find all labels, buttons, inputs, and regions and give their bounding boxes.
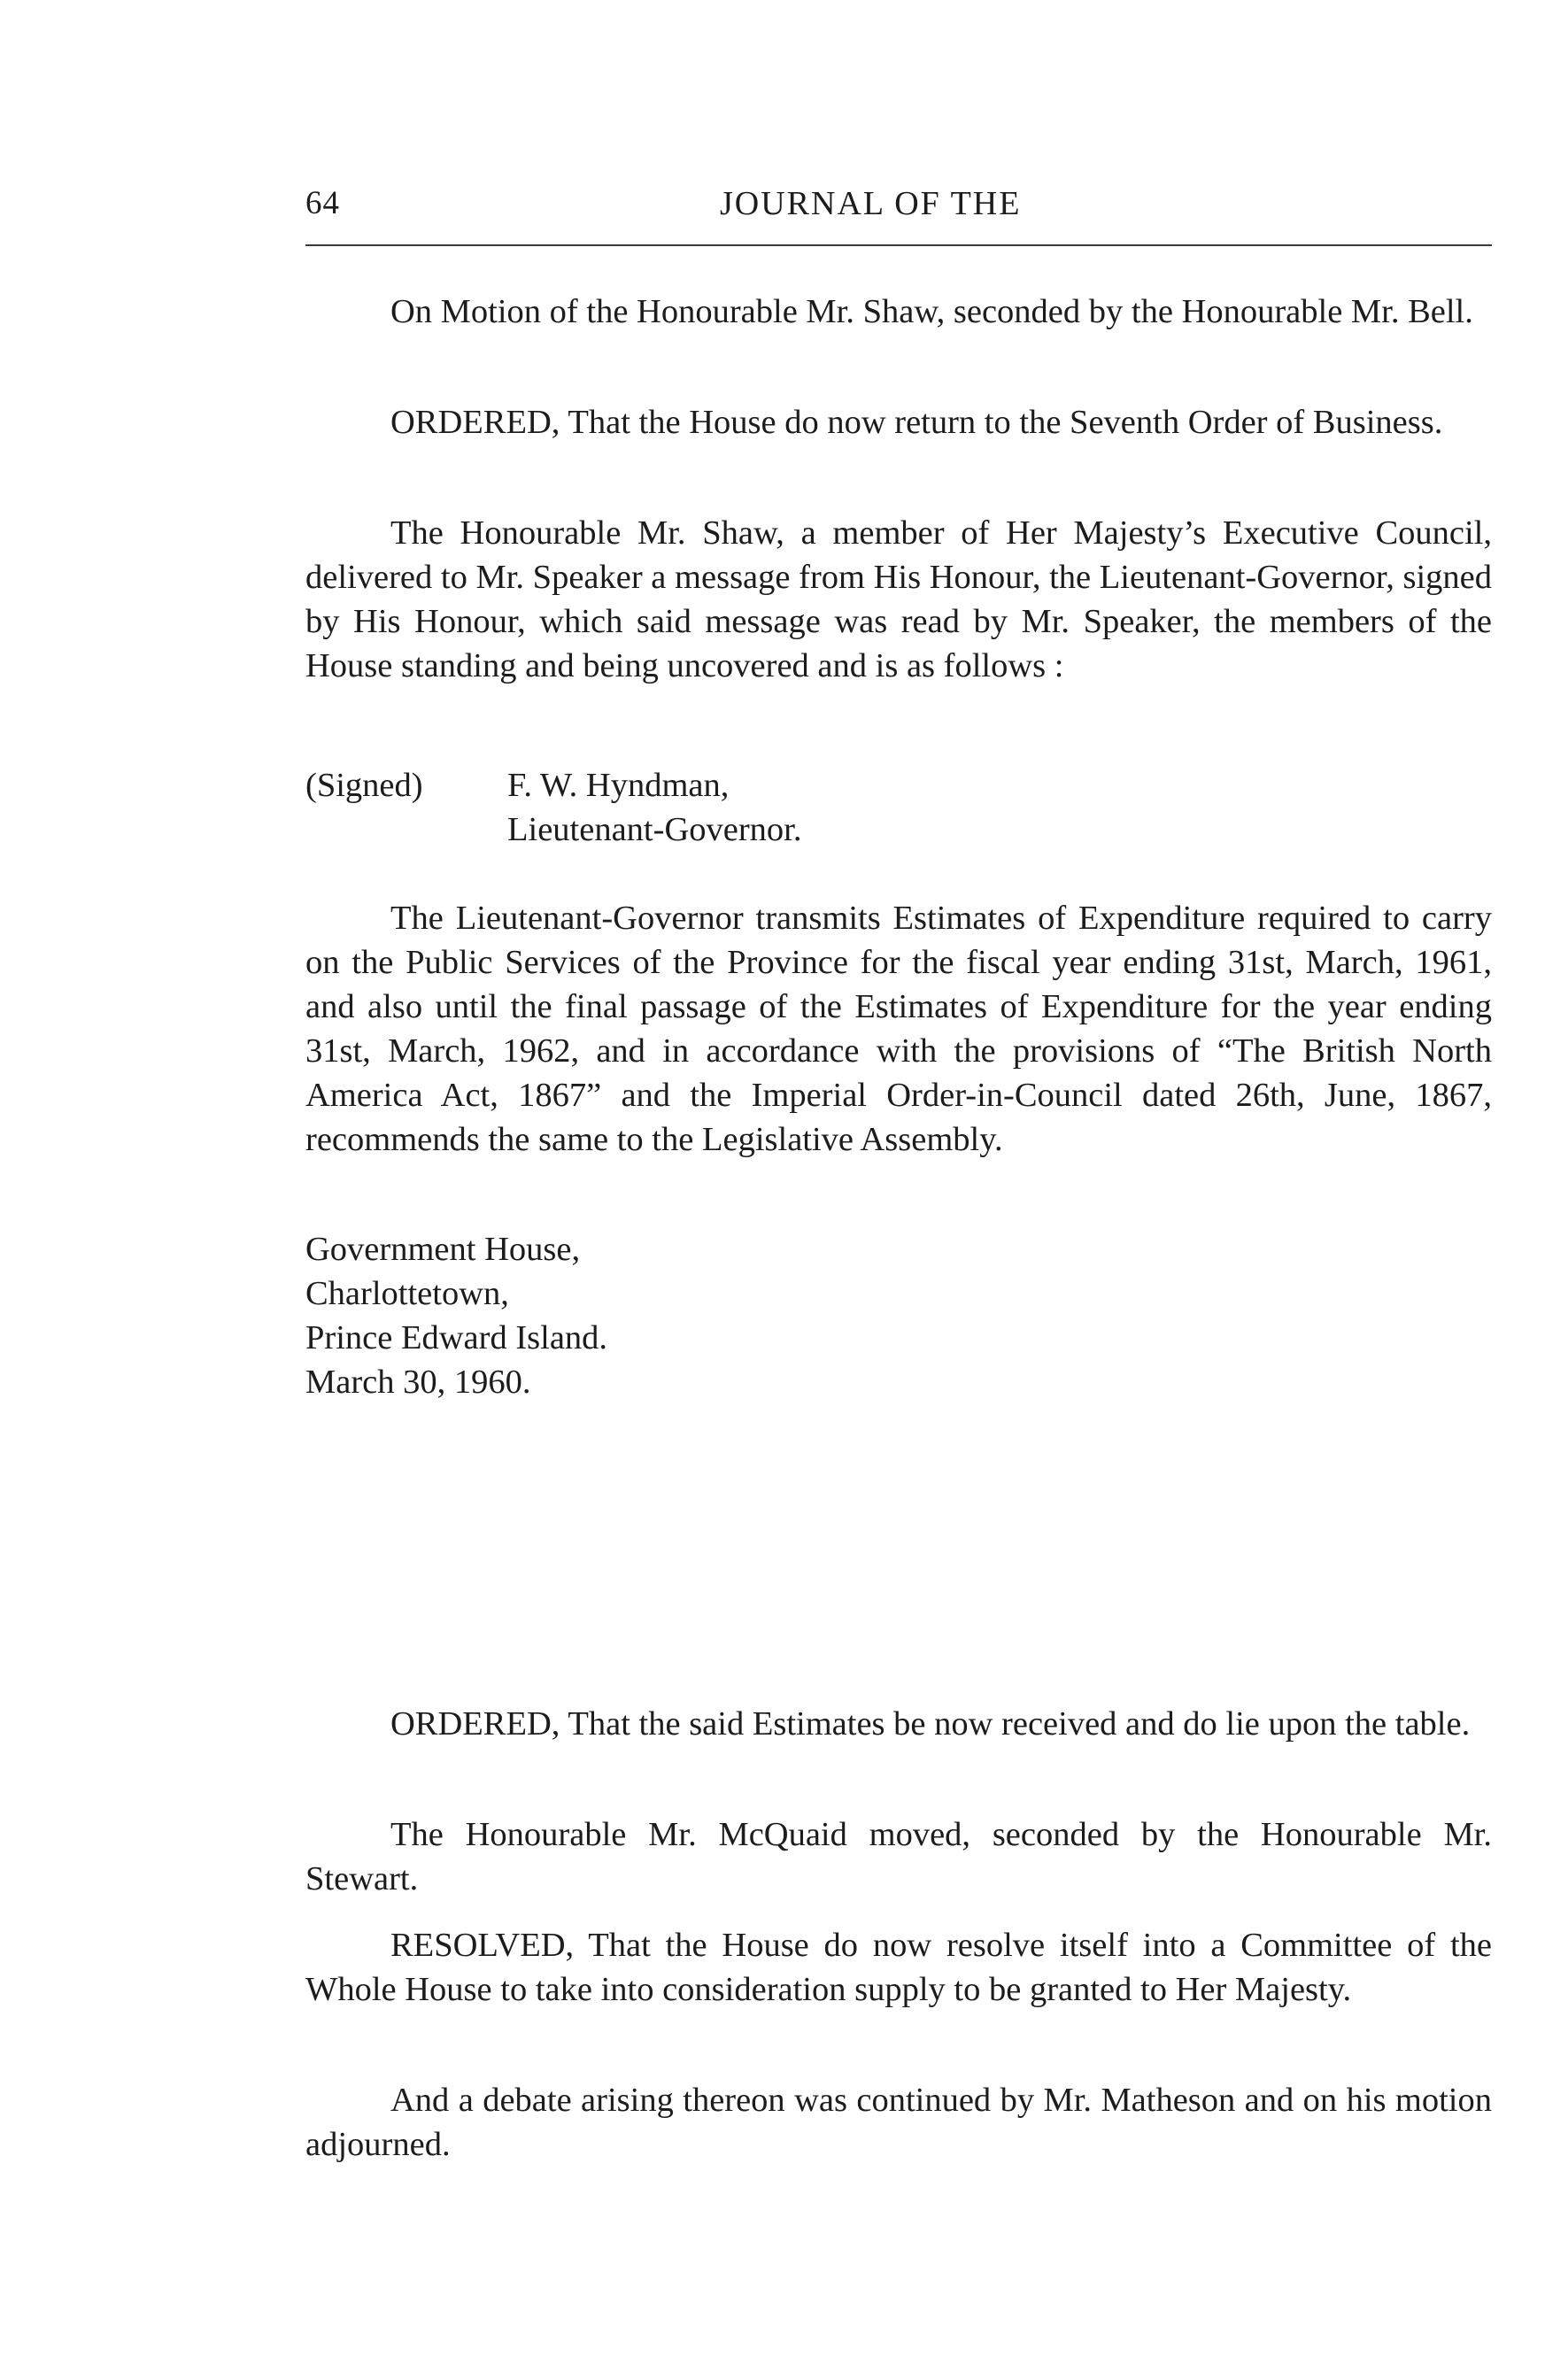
signature-block (305, 763, 1492, 861)
address-line: Prince Edward Island. (305, 1319, 608, 1356)
page-header (305, 184, 1492, 237)
address-line: Charlottetown, (305, 1275, 509, 1312)
motion-paragraph: On Motion of the Honourable Mr. Shaw, seconded by the Honourable Mr. Bell. (390, 293, 1473, 330)
signatory-title: Lieutenant-Governor. (507, 811, 802, 848)
resolved-paragraph: RESOLVED, That the House do now resolve itself into a Committee of the Whole House to take into consideration supply to be granted to Her Majesty. (305, 1927, 1492, 2008)
header-rule (305, 244, 1492, 246)
debate-paragraph: And a debate arising thereon was continued by Mr. Matheson and on his motion adjourned. (305, 2082, 1492, 2163)
address-line: Government House, (305, 1231, 581, 1268)
ordered-return-paragraph: ORDERED, That the House do now return to the Seventh Order of Business. (390, 404, 1443, 441)
message-paragraph: The Honourable Mr. Shaw, a member of Her Majesty’s Executive Council, delivered to Mr. Speaker a message from His Honour, the Lieutenant-Governor, signed by His Honour, which said message was read by Mr. Speaker, the members of the House standing and being uncovered and is as follows : (305, 514, 1492, 684)
running-head: JOURNAL OF THE (720, 185, 1022, 222)
address-date: March 30, 1960. (305, 1364, 531, 1401)
mcquaid-motion-paragraph: The Honourable Mr. McQuaid moved, seconded by the Honourable Mr. Stewart. (305, 1816, 1492, 1897)
ordered-table-paragraph: ORDERED, That the said Estimates be now received and do lie upon the table. (390, 1705, 1471, 1742)
address-block (305, 1227, 1102, 1404)
signatory-name: F. W. Hyndman, (507, 767, 730, 804)
estimates-message-paragraph: The Lieutenant-Governor transmits Estimates of Expenditure required to carry on the Public Services of the Province for the fiscal year ending 31st, March, 1961, and also until the final passage of the Estimates of Expenditure for the year ending 31st, March, 1962, and in accordance with the provisions of “The British North America Act, 1867” and the Imperial Order-in-Council dated 26th, June, 1867, recommends the same to the Legislative Assembly. (305, 900, 1492, 1158)
signed-label: (Signed) (305, 767, 423, 804)
page-number: 64 (305, 185, 340, 221)
